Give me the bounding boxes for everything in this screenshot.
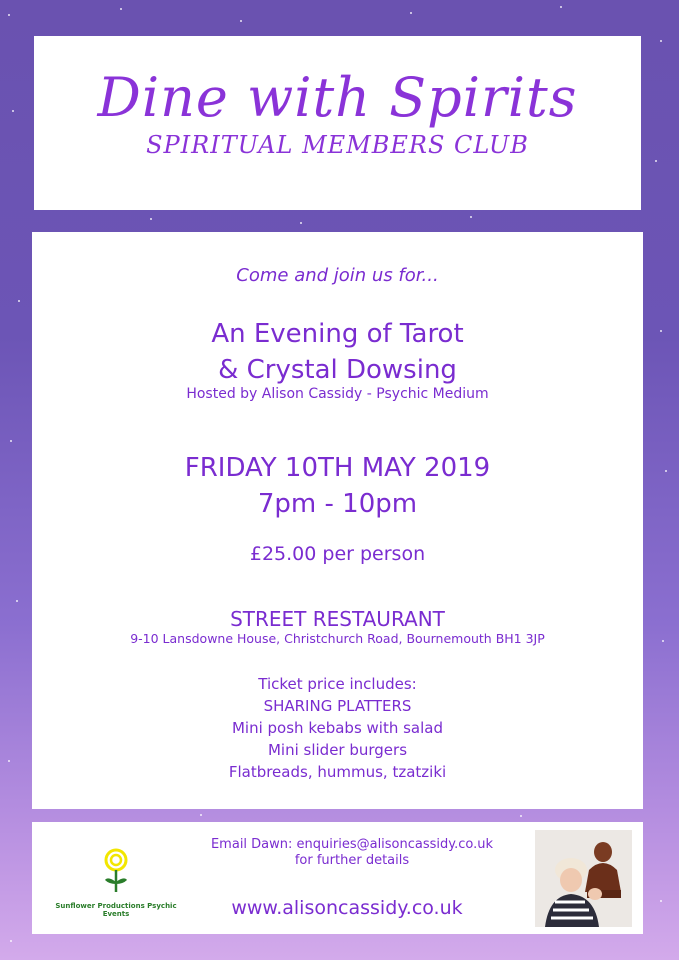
event-details-panel — [32, 232, 643, 809]
ticket-includes-list — [32, 673, 643, 783]
event-host: Hosted by Alison Cassidy - Psychic Medium — [186, 386, 489, 402]
event-intro: Come and join us for... — [236, 265, 439, 286]
contact-info — [182, 837, 522, 869]
list-item: Ticket price includes: — [258, 675, 417, 693]
page-subtitle: SPIRITUAL MEMBERS CLUB — [146, 131, 529, 159]
logo-caption: Sunflower Productions Psychic Events — [55, 902, 177, 918]
list-item: Mini slider burgers — [267, 741, 408, 759]
sunflower-logo — [46, 848, 186, 918]
event-title-line2: & Crystal Dowsing — [218, 355, 457, 385]
event-time: 7pm - 10pm — [257, 489, 418, 519]
venue-name: STREET RESTAURANT — [230, 607, 445, 631]
list-item: Mini posh kebabs with salad — [231, 719, 444, 737]
host-photo — [535, 830, 632, 927]
page-title: Dine with Spirits — [97, 66, 578, 129]
contact-email[interactable]: Email Dawn: enquiries@alisoncassidy.co.uk — [210, 837, 494, 852]
portrait-with-buddha-statue-icon — [535, 830, 632, 927]
footer-panel — [32, 822, 643, 934]
venue-address: 9-10 Lansdowne House, Christchurch Road, Bournemouth BH1 3JP — [130, 631, 545, 646]
event-price: £25.00 per person — [249, 543, 426, 565]
event-title-line1: An Evening of Tarot — [211, 319, 464, 349]
list-item: Flatbreads, hummus, tzatziki — [228, 763, 447, 781]
website-link[interactable]: www.alisoncassidy.co.uk — [231, 897, 463, 919]
list-item: SHARING PLATTERS — [263, 697, 412, 715]
contact-note: for further details — [294, 853, 410, 868]
sunflower-icon — [96, 848, 136, 896]
event-date: FRIDAY 10TH MAY 2019 — [184, 453, 491, 483]
title-panel — [34, 36, 641, 210]
